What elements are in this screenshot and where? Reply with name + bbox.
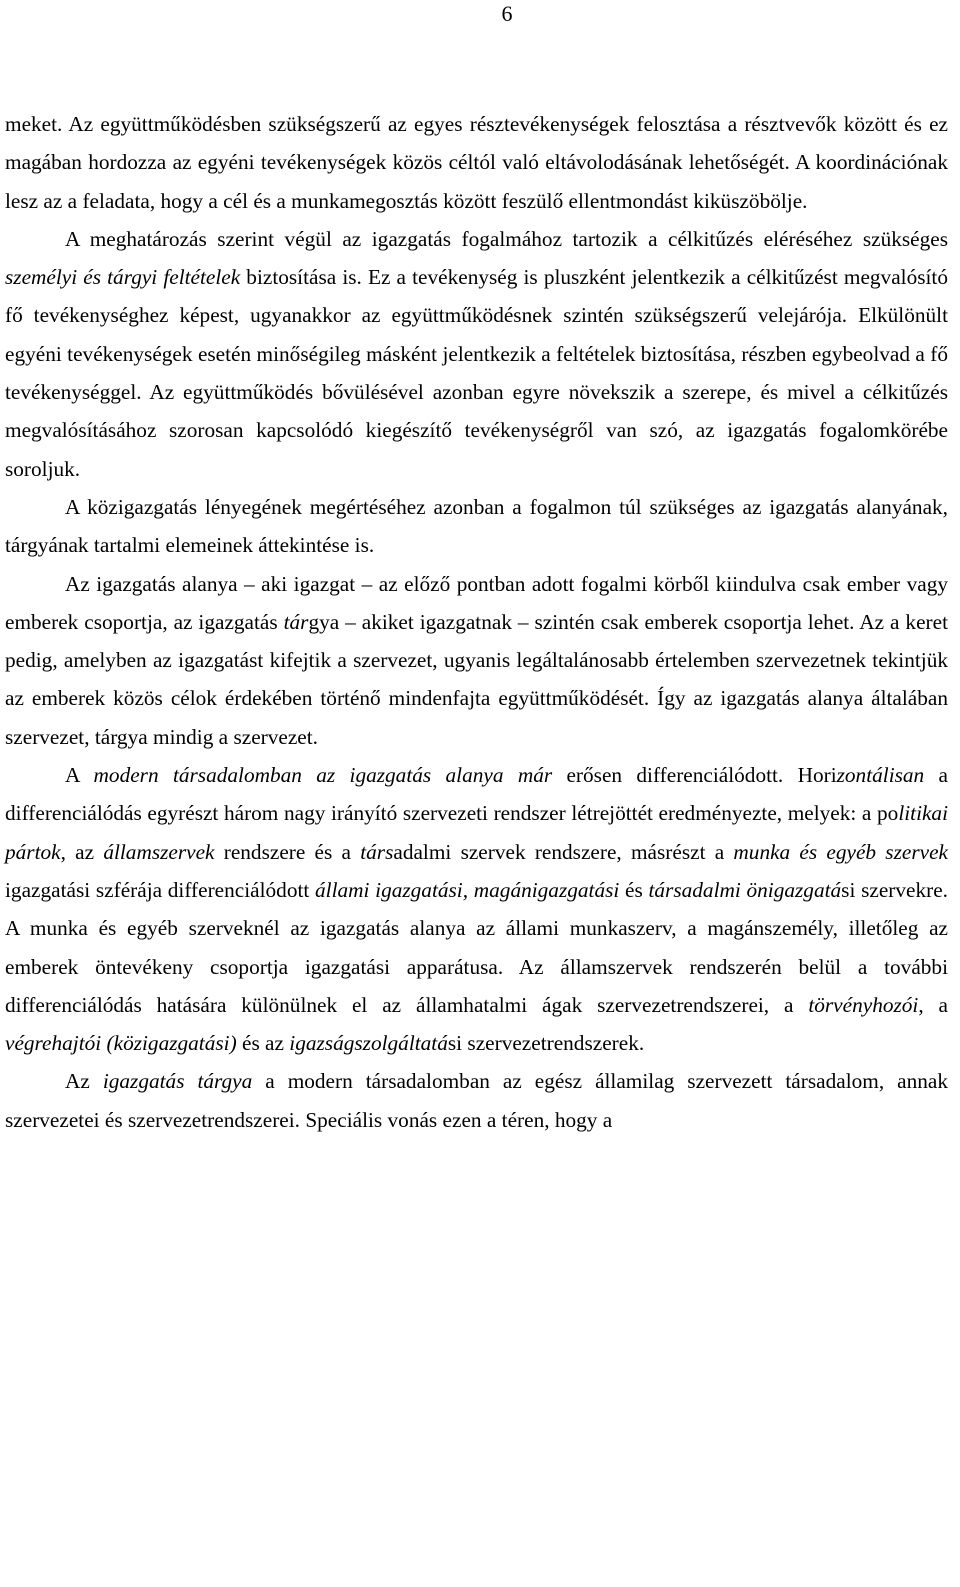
text-run: igazgatási szférája differenciálódott	[5, 877, 316, 902]
text-run: meket. Az együttműködésben szükségszerű az egyes résztevékenységek felosztása a résztvevők között és ez magában hordozza az egyéni tevékenységek közös céltól való eltávolodásának lehetőségét. A koordinációnak lesz az a feladata, hogy a cél és a munkamegosztás között feszülő ellentmondást kiküszöbölje.	[5, 112, 948, 213]
text-run: a differenciálódás egyrészt három nagy irányító szervezeti rendszer létrejöttét eredményezte, melyek: a po	[5, 763, 948, 826]
text-run: és az	[236, 1031, 290, 1056]
italic-text: modern társadalomban az igazgatás alanya már	[93, 763, 553, 788]
italic-text: állami igazgatási, magánigazgatási	[315, 877, 620, 902]
text-run: , az	[60, 839, 104, 864]
italic-text: törvényhozói	[808, 992, 919, 1017]
text-run: adalmi szervek rendszere, másrészt a	[393, 839, 734, 864]
text-run: A	[65, 763, 94, 788]
text-run: a modern társadalomban az egész államilag szervezett társadalom, annak szervezetei és szervezetrendszerei. Speciális vonás ezen a téren, hogy a	[5, 1069, 948, 1132]
paragraph-1	[5, 105, 948, 220]
italic-text: igazgatás tárgya	[102, 1069, 253, 1094]
text-run: , a	[918, 992, 948, 1017]
italic-text: zontálisan	[836, 763, 925, 788]
paragraph-2	[5, 220, 948, 488]
italic-text: társadalmi önigazgatá	[648, 877, 842, 902]
text-run: Az igazgatás alanya – aki igazgat – az előző pontban adott fogalmi körből kiindulva csak ember vagy emberek csoportja, az igazgatás	[5, 571, 948, 634]
page-number: 6	[501, 1, 513, 26]
italic-text: litikai pártok	[5, 801, 948, 864]
text-run: si szervekre. A munka és egyéb szerveknél az igazgatás alanya az állami munkaszerv, a magánszemély, illetőleg az emberek öntevékeny csoportja igazgatási apparátusa. Az államszervek rendszerén belül a további differenciálódás hatására különülnek el az államhatalmi ágak szervezetrendszerei, a	[5, 877, 948, 1017]
text-run: A közigazgatás lényegének megértéséhez azonban a fogalmon túl szükséges az igazgatás alanyának, tárgyának tartalmi elemeinek áttekintése is.	[5, 494, 948, 558]
paragraph-6	[5, 1062, 948, 1139]
text-run: si szervezetrendszerek.	[447, 1031, 645, 1056]
paragraph-5	[5, 756, 948, 1062]
text-run: Az	[65, 1069, 103, 1094]
text-run: erősen differenciálódott. Hori	[552, 763, 837, 788]
text-run: biztosítása is. Ez a tevékenység is pluszként jelentkezik a célkitűzést megvalósító fő tevékenységhez képest, ugyanakkor az együttműködésnek szintén szükségszerű velejárója. Elkülönült egyéni tevékenységek esetén minőségileg másként jelentkezik a feltételek biztosítása, részben egybeolvad a fő tevékenységgel. Az együttműködés bővülésével azonban egyre növekszik a szerepe, és mivel a célkitűzés megvalósításához szorosan kapcsolódó kiegészítő tevékenységről van szó, az igazgatás fogalomkörébe soroljuk.	[5, 265, 948, 481]
text-run: rendszere és a	[214, 839, 361, 864]
italic-text: személyi és tárgyi feltételek	[5, 265, 241, 290]
italic-text: munka és egyéb szervek	[733, 839, 948, 864]
text-run: gya – akiket igazgatnak – szintén csak emberek csoportja lehet. Az a keret pedig, amelyben az igazgatást kifejtik a szervezet, ugyanis legáltalánosabb értelemben szervezetnek tekintjük az emberek közös célok érdekében történő mindenfajta együttműködését. Így az igazgatás alanya általában szervezet, tárgya mindig a szervezet.	[5, 609, 948, 749]
text-run: A meghatározás szerint végül az igazgatás fogalmához tartozik a célkitűzés eléréséhez szükséges	[65, 226, 948, 251]
document-body	[5, 105, 948, 1139]
italic-text: társ	[360, 839, 394, 864]
italic-text: igazságszolgáltatá	[289, 1031, 448, 1056]
paragraph-4	[5, 565, 948, 756]
paragraph-3	[5, 488, 948, 565]
italic-text: államszervek	[103, 839, 215, 864]
italic-text: tár	[283, 609, 309, 634]
italic-text: végrehajtói (közigazgatási)	[5, 1031, 237, 1056]
text-run: és	[619, 877, 649, 902]
